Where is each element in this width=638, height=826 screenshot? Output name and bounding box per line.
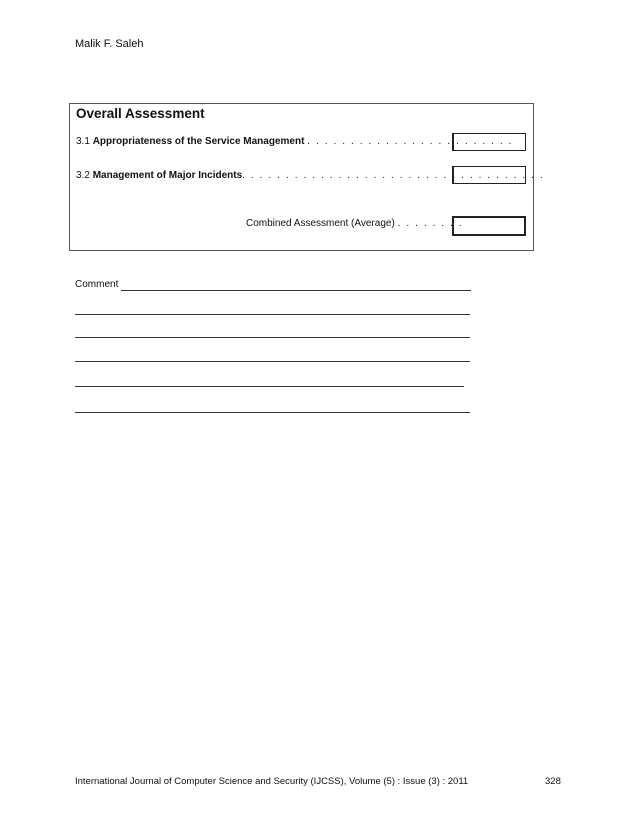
score-box-3-1[interactable]	[452, 133, 526, 151]
comment-line[interactable]	[75, 386, 464, 387]
item-label: Management of Major Incidents	[92, 170, 243, 181]
assessment-item-3-1	[76, 136, 513, 147]
leader-dots: . . . . . . . . . . . . . . . . . . . . . . . .	[307, 136, 513, 147]
comment-line[interactable]	[75, 361, 470, 362]
journal-footer: International Journal of Computer Science and Security (IJCSS), Volume (5) : Issue (3) : 2011	[75, 776, 469, 787]
comment-label: Comment	[75, 279, 119, 290]
score-box-3-2[interactable]	[452, 166, 526, 184]
running-header-author: Malik F. Saleh	[75, 38, 144, 50]
panel-title: Overall Assessment	[76, 106, 205, 121]
leader-dots: . . . . . . . .	[397, 218, 464, 229]
comment-line[interactable]	[75, 314, 470, 315]
comment-line[interactable]	[75, 412, 470, 413]
item-number: 3.2	[76, 170, 90, 181]
item-number: 3.1	[76, 136, 90, 147]
combined-assessment-row	[246, 218, 463, 229]
item-label: Appropriateness of the Service Management	[92, 136, 305, 147]
comment-line[interactable]	[121, 290, 471, 291]
comment-line[interactable]	[75, 337, 470, 338]
overall-assessment-panel	[69, 103, 545, 251]
page-number: 328	[545, 776, 561, 787]
score-box-combined[interactable]	[452, 216, 526, 236]
combined-label: Combined Assessment (Average)	[246, 218, 395, 229]
leader-dots: . . . . . . . . . . . . . . . . . . . . . . . . . . . . . . . . . . .	[242, 170, 545, 181]
